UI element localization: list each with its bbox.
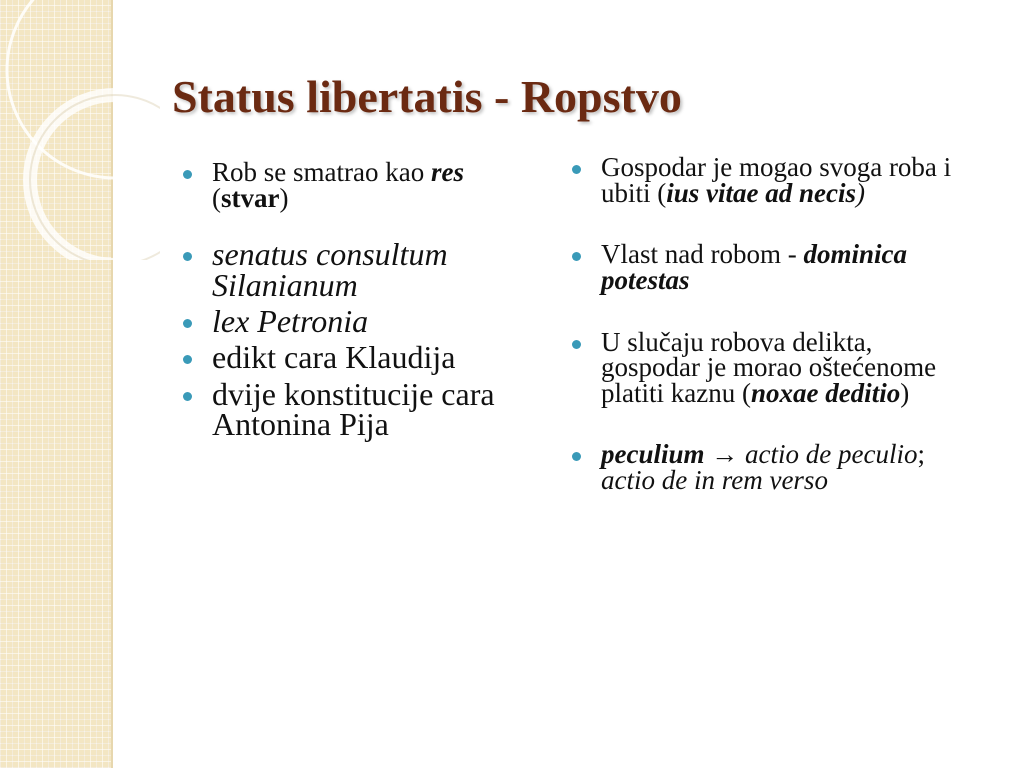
list-item xyxy=(183,157,543,213)
bullet-dot-icon xyxy=(183,170,192,179)
list-item xyxy=(572,239,972,295)
bullet-dot-icon xyxy=(572,452,581,461)
item-text: ; xyxy=(917,439,925,470)
item-text: lex Petronia xyxy=(212,303,369,340)
bullet-dot-icon xyxy=(572,252,581,261)
bullet-dot-icon xyxy=(183,319,192,328)
list-item xyxy=(183,303,543,340)
item-text: Vlast nad robom - xyxy=(601,239,804,270)
item-text: Rob se smatrao kao xyxy=(212,157,431,187)
item-text: dvije konstitucije cara Antonina Pija xyxy=(212,375,495,443)
right-bullet-list xyxy=(572,152,972,496)
item-text: senatus consultum Silanianum xyxy=(212,236,448,303)
list-item xyxy=(572,152,972,208)
item-text: edikt cara Klaudija xyxy=(212,339,456,376)
bullet-dot-icon xyxy=(572,340,581,349)
right-arrow-icon: → xyxy=(711,439,739,470)
item-text: ) xyxy=(856,177,865,208)
item-text: actio de peculio xyxy=(738,439,918,470)
list-item xyxy=(572,326,972,408)
slide-title: Status libertatis - Ropstvo xyxy=(172,71,682,122)
item-emphasis: dominica potestas xyxy=(601,239,907,295)
item-emphasis: stvar xyxy=(221,182,280,213)
bullet-dot-icon xyxy=(572,165,581,174)
item-emphasis: noxae deditio xyxy=(750,377,901,408)
item-text: U slučaju robova delikta, gospodar je morao oštećenome platiti kaznu ( xyxy=(601,326,937,408)
item-emphasis: res xyxy=(430,157,464,187)
item-text: actio de in rem verso xyxy=(601,465,828,496)
bullet-dot-icon xyxy=(183,392,192,401)
item-text: ) xyxy=(279,182,289,213)
bullet-dot-icon xyxy=(183,252,192,261)
bullet-dot-icon xyxy=(183,355,192,364)
left-bullet-list xyxy=(183,157,543,443)
item-emphasis: ius vitae ad necis xyxy=(666,177,856,208)
item-text: Gospodar je mogao svoga roba i ubiti ( xyxy=(601,152,952,208)
item-text: ) xyxy=(900,377,910,408)
list-item xyxy=(183,375,543,443)
decorative-circles xyxy=(0,0,160,260)
list-item xyxy=(183,339,543,376)
list-item xyxy=(572,439,972,496)
list-item xyxy=(183,236,543,303)
item-emphasis: peculium xyxy=(601,439,705,470)
item-text: ( xyxy=(212,182,221,213)
